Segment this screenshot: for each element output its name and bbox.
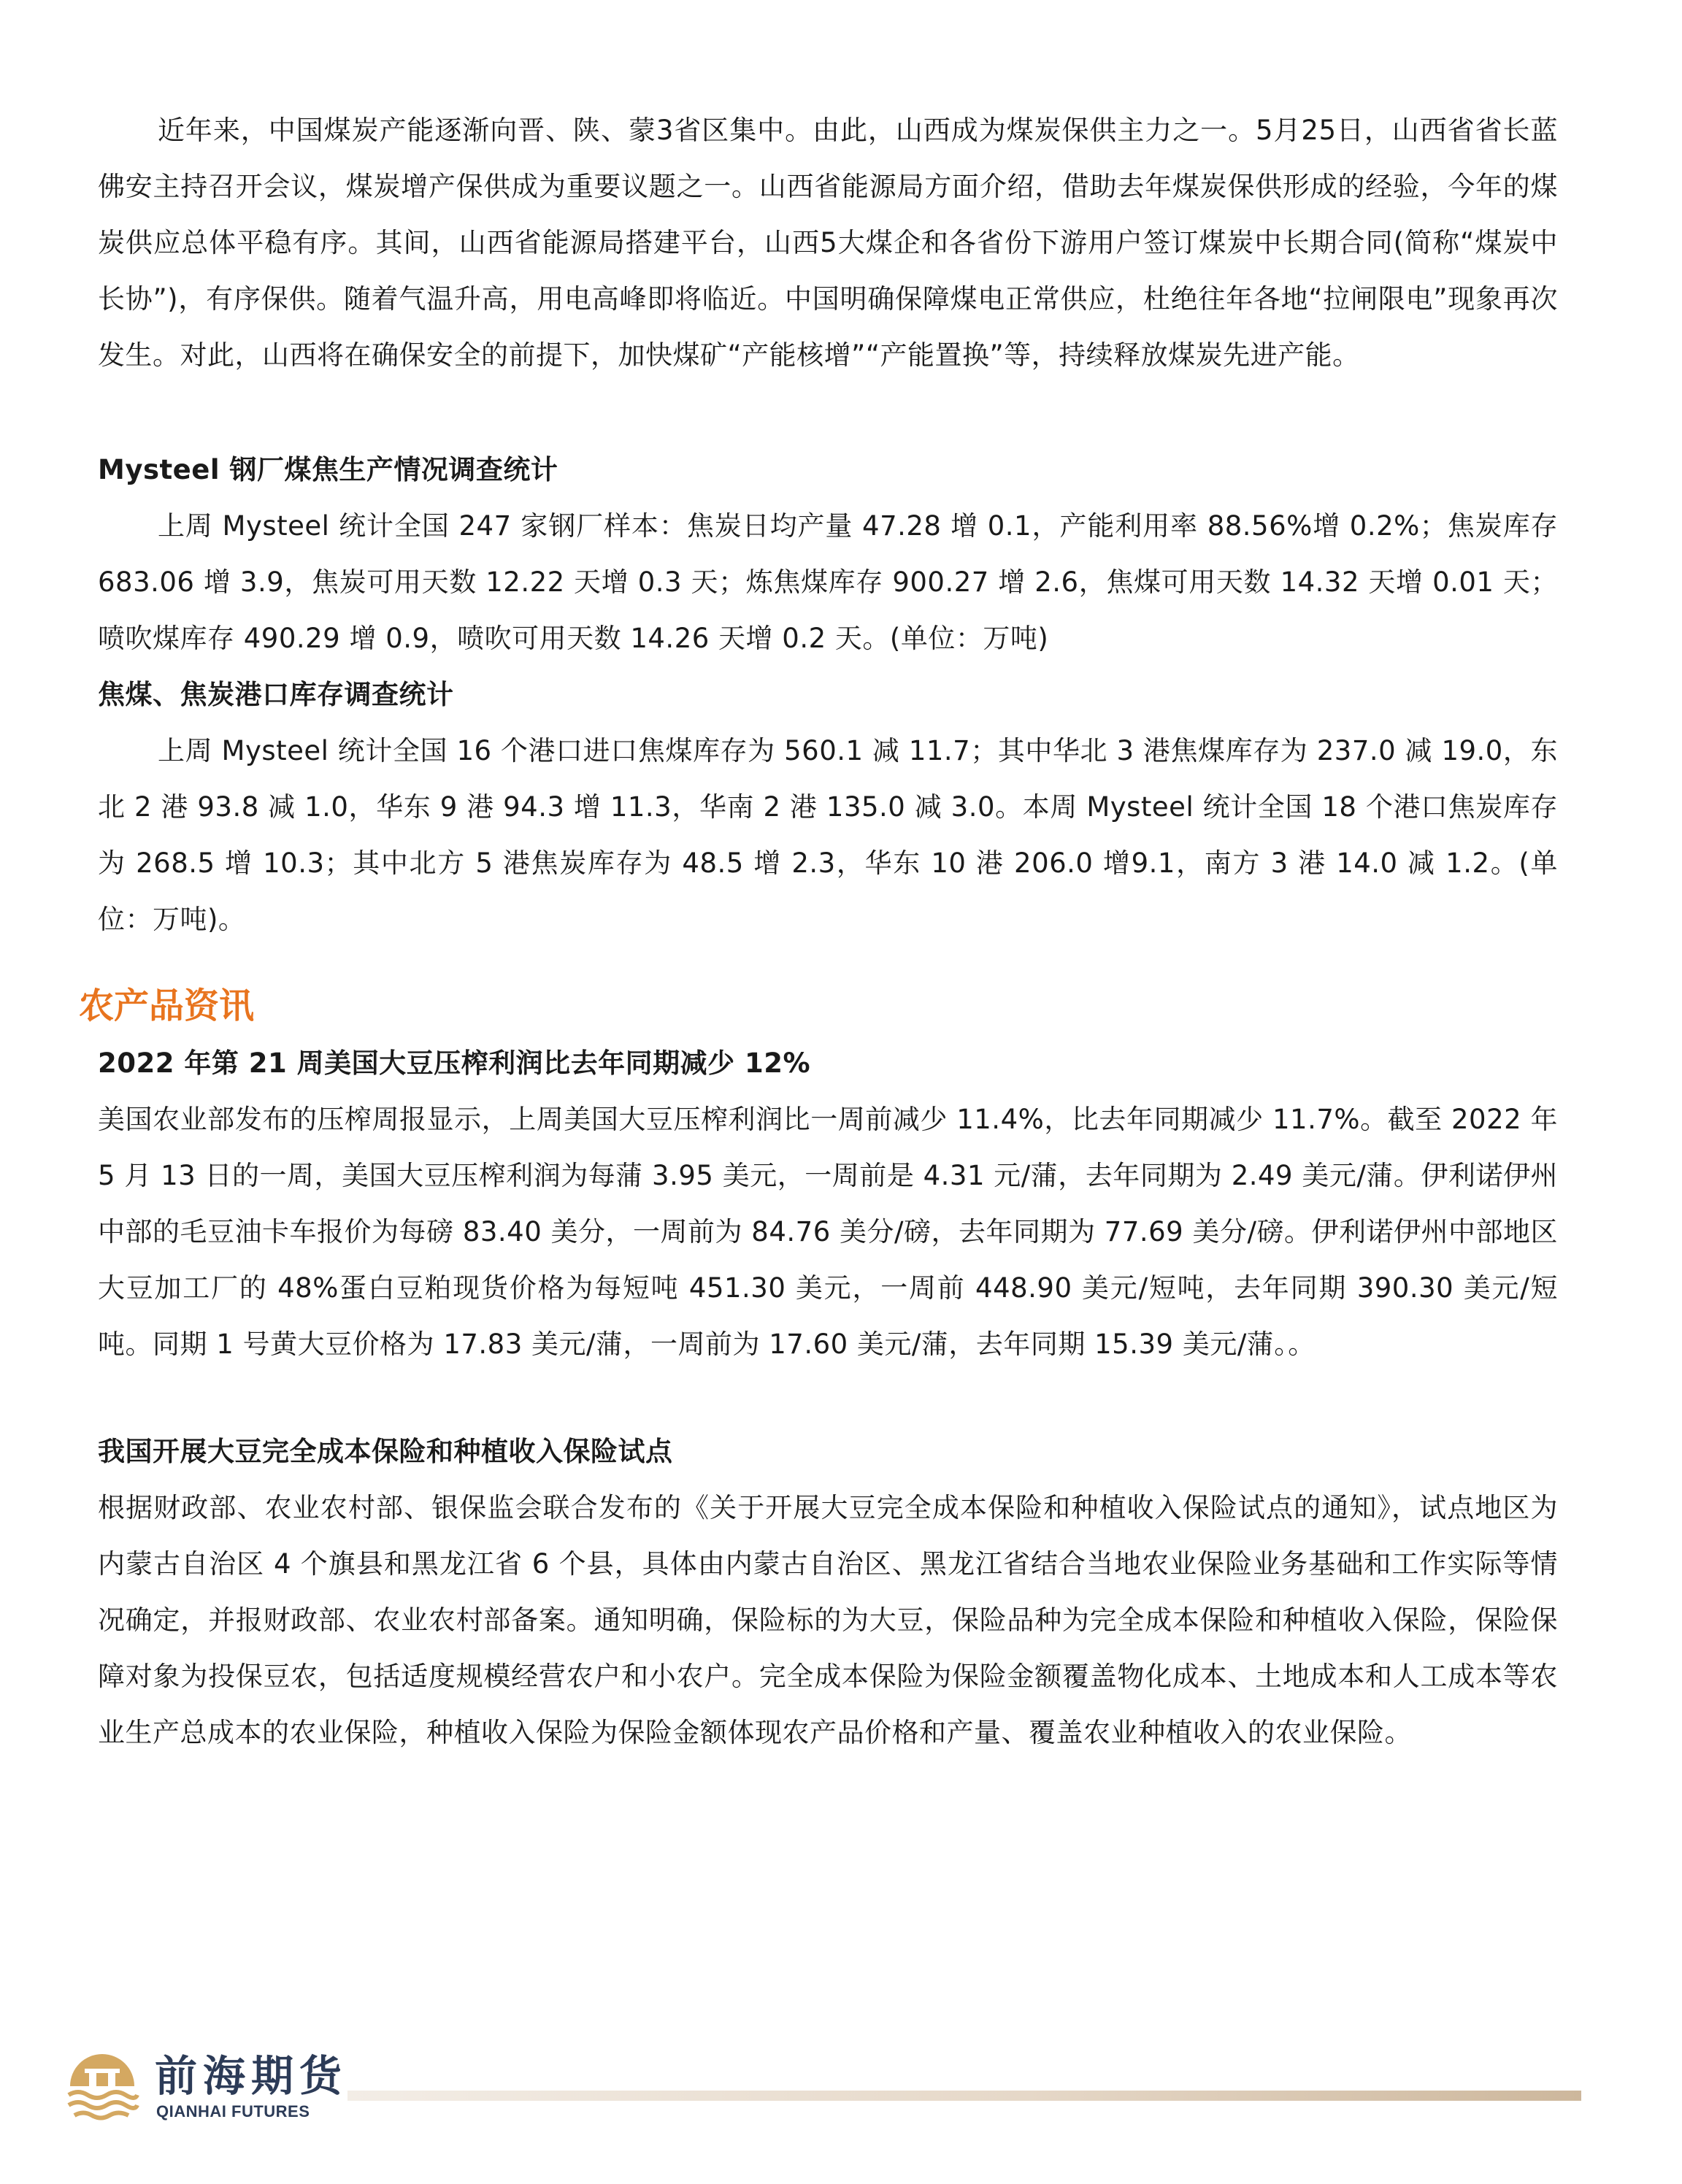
soybean-insurance-title: 我国开展大豆完全成本保险和种植收入保险试点 [98, 1436, 673, 1467]
soybean-crush-title: 2022 年第 21 周美国大豆压榨利润比去年同期减少 12% [98, 1047, 811, 1079]
port-survey-body: 上周 Mysteel 统计全国 16 个港口进口焦煤库存为 560.1 减 11.7；其中华北 3 港焦煤库存为 237.0 减 19.0，东北 2 港 93.8 减 1.0，华东 9 港 94.3 增 11.3，华南 2 港 135.0 减 3.0。本周 Mysteel 统计全国 18 个港口焦炭库存为 268.5 增 10.3；其中北方 5 港焦炭库存为 48.5 增 2.3，华东 10 港 206.0 增9.1，南方 3 港 14.0 减 1.2。(单位：万吨)。 [98, 735, 1558, 935]
soybean-crush-body: 美国农业部发布的压榨周报显示，上周美国大豆压榨利润比一周前减少 11.4%，比去年同期减少 11.7%。截至 2022 年 5 月 13 日的一周，美国大豆压榨利润为每蒲 3.95 美元，一周前是 4.31 元/蒲，去年同期为 2.49 美元/蒲。伊利诺伊州中部的毛豆油卡车报价为每磅 83.40 美分，一周前为 84.76 美分/磅，去年同期为 77.69 美分/磅。伊利诺伊州中部地区大豆加工厂的 48%蛋白豆粕现货价格为每短吨 451.30 美元，一周前 448.90 美元/短吨，去年同期 390.30 美元/短吨。同期 1 号黄大豆价格为 17.83 美元/蒲，一周前为 17.60 美元/蒲，去年同期 15.39 美元/蒲。。 [98, 1104, 1558, 1360]
port-survey-title: 焦煤、焦炭港口库存调查统计 [98, 679, 454, 710]
logo-chinese-name: 前海期货 [155, 2051, 348, 2101]
page-footer [64, 2050, 1597, 2137]
coal-intro-paragraph: 近年来，中国煤炭产能逐渐向晋、陕、蒙3省区集中。由此，山西成为煤炭保供主力之一。5月25日，山西省省长蓝佛安主持召开会议，煤炭增产保供成为重要议题之一。山西省能源局方面介绍，借助去年煤炭保供形成的经验，今年的煤炭供应总体平稳有序。其间，山西省能源局搭建平台，山西5大煤企和各省份下游用户签订煤炭中长期合同(简称“煤炭中长协”)，有序保供。随着气温升高，用电高峰即将临近。中国明确保障煤电正常供应，杜绝往年各地“拉闸限电”现象再次发生。对此，山西将在确保安全的前提下，加快煤矿“产能核增”“产能置换”等，持续释放煤炭先进产能。 [98, 115, 1558, 371]
mysteel-survey-body: 上周 Mysteel 统计全国 247 家钢厂样本：焦炭日均产量 47.28 增 0.1，产能利用率 88.56%增 0.2%；焦炭库存 683.06 增 3.9，焦炭可用天数 12.22 天增 0.3 天；炼焦煤库存 900.27 增 2.6，焦煤可用天数 14.32 天增 0.01 天；喷吹煤库存 490.29 增 0.9，喷吹可用天数 14.26 天增 0.2 天。(单位：万吨) [98, 510, 1558, 654]
soybean-insurance-body: 根据财政部、农业农村部、银保监会联合发布的《关于开展大豆完全成本保险和种植收入保险试点的通知》，试点地区为内蒙古自治区 4 个旗县和黑龙江省 6 个县，具体由内蒙古自治区、黑龙江省结合当地农业保险业务基础和工作实际等情况确定，并报财政部、农业农村部备案。通知明确，保险标的为大豆，保险品种为完全成本保险和种植收入保险，保险保障对象为投保豆农，包括适度规模经营农户和小农户。完全成本保险为保险金额覆盖物化成本、土地成本和人工成本等农业生产总成本的农业保险，种植收入保险为保险金额体现农产品价格和产量、覆盖农业种植收入的农业保险。 [98, 1492, 1558, 1748]
document-page [79, 102, 1558, 1761]
footer-divider [347, 2091, 1581, 2101]
qianhai-logo-icon [64, 2050, 140, 2123]
mysteel-survey-title: Mysteel 钢厂煤焦生产情况调查统计 [98, 454, 558, 485]
agri-section-title: 农产品资讯 [79, 985, 255, 1026]
logo-english-name: QIANHAI FUTURES [156, 2102, 310, 2120]
